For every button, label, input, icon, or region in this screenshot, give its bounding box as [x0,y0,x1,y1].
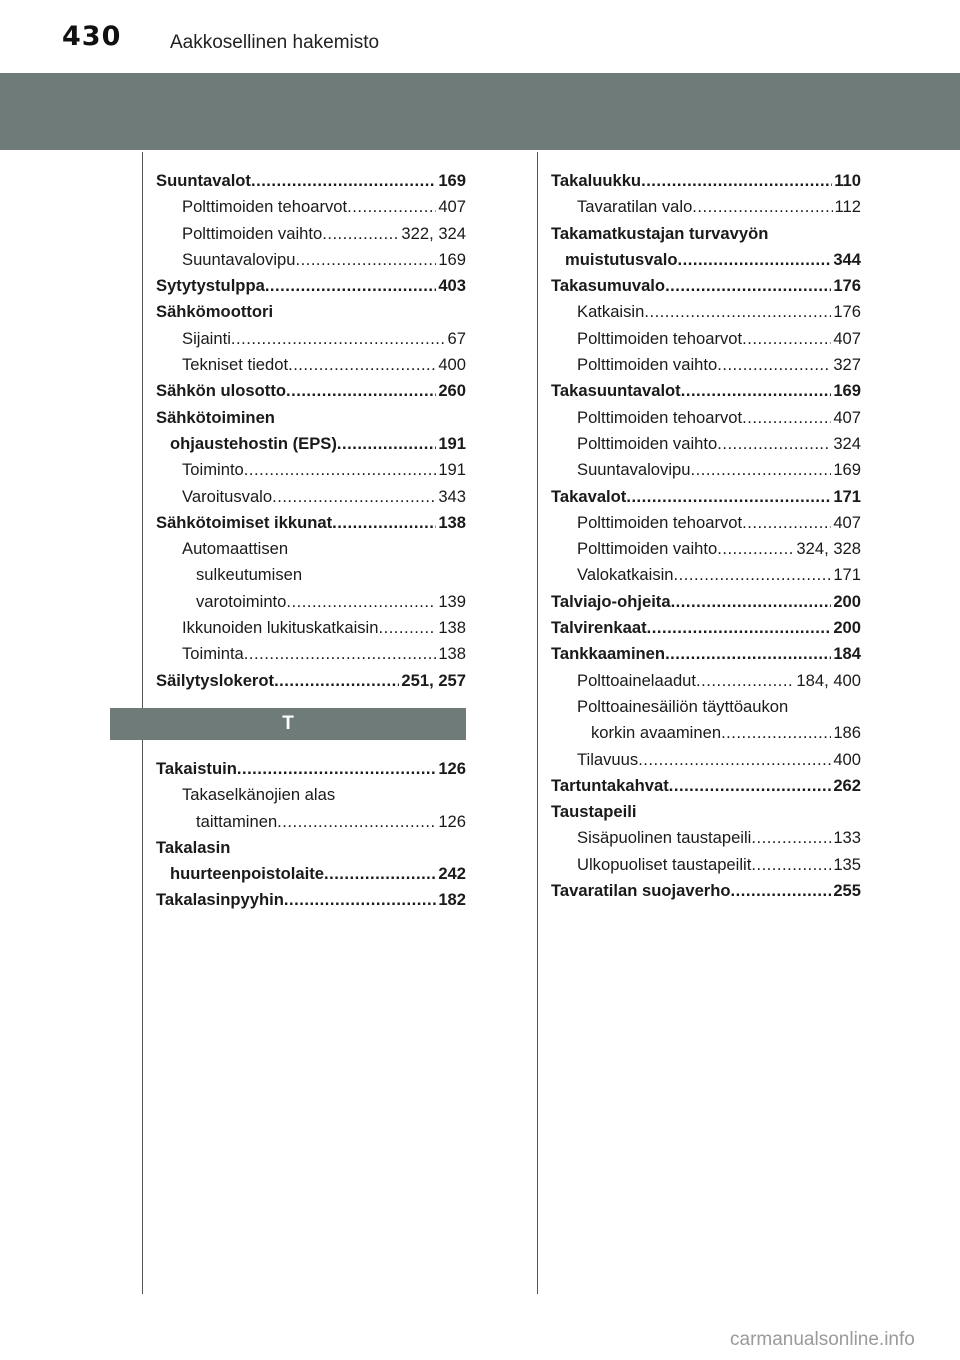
index-entry: Tavaratilan suojaverho ..... 255 [551,878,861,904]
index-subentry: Katkaisin ..... 176 [551,299,861,325]
index-subentry-continuation: varotoiminto ..... 139 [156,589,466,615]
index-entry: Talvirenkaat ..... 200 [551,615,861,641]
index-subentry: Ikkunoiden lukituskatkaisin ..... 138 [156,615,466,641]
page-number: 430 [62,21,122,52]
index-subentry: Suuntavalovipu ..... 169 [156,247,466,273]
index-subentry: Polttoainelaadut ..... 184, 400 [551,668,861,694]
index-entry: Takaistuin ..... 126 [156,756,466,782]
page-header [0,0,960,66]
index-entry: Sähkötoimiset ikkunat ..... 138 [156,510,466,536]
index-subentry: Valokatkaisin ..... 171 [551,562,861,588]
header-banner [0,73,960,150]
index-subentry: Sisäpuolinen taustapeili ..... 133 [551,825,861,851]
watermark-text: carmanualsonline.info [730,1329,915,1350]
index-subentry: Tavaratilan valo ..... 112 [551,194,861,220]
index-entry: Sähkömoottori [156,302,274,322]
index-subentry: Polttimoiden vaihto ..... 324, 328 [551,536,861,562]
page-title: Aakkosellinen hakemisto [170,32,380,53]
index-subentry: Varoitusvalo ..... 343 [156,484,466,510]
index-entry: Tartuntakahvat ..... 262 [551,773,861,799]
index-entry-continuation: huurteenpoistolaite ..... 242 [156,861,466,887]
index-entry: Taustapeili [551,802,637,822]
index-subentry: Toiminta ..... 138 [156,641,466,667]
index-list-s [156,168,466,694]
index-entry: Takamatkustajan turvavyön [551,223,769,243]
index-subentry: Tilavuus ..... 400 [551,747,861,773]
index-entry-continuation: ohjaustehostin (EPS) ..... 191 [156,431,466,457]
index-subentry: Toiminto ..... 191 [156,457,466,483]
index-subentry-continuation: korkin avaaminen ..... 186 [551,720,861,746]
index-subentry: Tekniset tiedot ..... 400 [156,352,466,378]
index-column-2 [551,168,861,904]
index-entry: Sähkötoiminen [156,407,275,427]
index-column-1 [156,168,466,914]
index-subentry-continuation: taittaminen ..... 126 [156,809,466,835]
index-subentry: Takaselkänojien alas [182,785,336,805]
index-subentry: Polttimoiden tehoarvot ..... 407 [156,194,466,220]
index-subentry: Polttimoiden vaihto ..... 324 [551,431,861,457]
index-subentry: Suuntavalovipu ..... 169 [551,457,861,483]
index-subentry: Polttimoiden tehoarvot ..... 407 [551,510,861,536]
index-list-t [156,756,466,914]
index-subentry: Polttimoiden tehoarvot ..... 407 [551,405,861,431]
index-entry: Suuntavalot ..... 169 [156,168,466,194]
index-subentry: Ulkopuoliset taustapeilit ..... 135 [551,852,861,878]
index-subentry: Sijainti ..... 67 [156,326,466,352]
index-entry: Säilytyslokerot ..... 251, 257 [156,668,466,694]
section-letter-heading: T [110,708,466,740]
index-subentry: Automaattisen [182,539,289,559]
index-entry-continuation: muistutusvalo ..... 344 [551,247,861,273]
index-subentry: Polttimoiden tehoarvot ..... 407 [551,326,861,352]
index-entry: Takasumuvalo ..... 176 [551,273,861,299]
index-entry: Sähkön ulosotto ..... 260 [156,378,466,404]
index-entry: Takaluukku ..... 110 [551,168,861,194]
index-subentry: Polttoainesäiliön täyttöaukon [577,696,789,716]
index-entry: Tankkaaminen ..... 184 [551,641,861,667]
index-entry: Sytytystulppa ..... 403 [156,273,466,299]
index-entry: Takalasin [156,837,231,857]
index-subentry-continuation: sulkeutumisen [196,565,303,585]
index-entry: Takavalot ..... 171 [551,484,861,510]
index-subentry: Polttimoiden vaihto ..... 322, 324 [156,221,466,247]
column-divider-right [537,152,538,1294]
index-subentry: Polttimoiden vaihto ..... 327 [551,352,861,378]
index-entry: Takasuuntavalot ..... 169 [551,378,861,404]
index-entry: Talviajo-ohjeita ..... 200 [551,589,861,615]
index-entry: Takalasinpyyhin ..... 182 [156,887,466,913]
